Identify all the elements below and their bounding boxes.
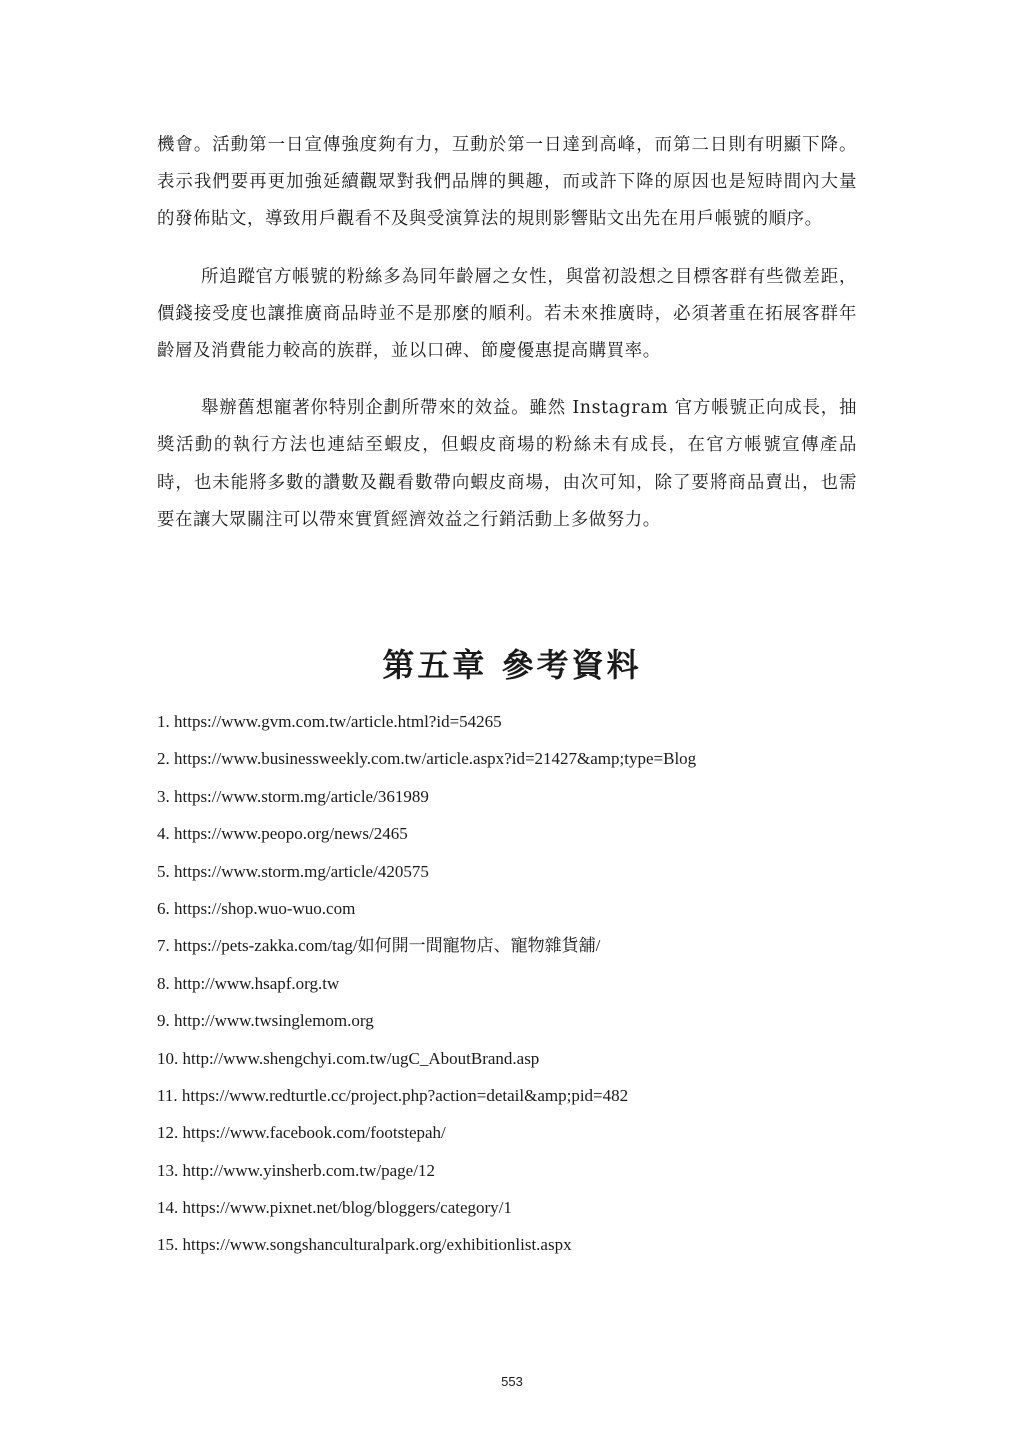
reference-list [157,703,877,1264]
paragraph-1: 機會。活動第一日宣傳強度夠有力，互動於第一日達到高峰，而第二日則有明顯下降。表示我們要再更加強延續觀眾對我們品牌的興趣，而或許下降的原因也是短時間內大量的發佈貼文，導致用戶觀看不及與受演算法的規則影響貼文出先在用戶帳號的順序。 [157,135,857,230]
paragraph-3: 舉辦舊想寵著你特別企劃所帶來的效益。雖然 Instagram 官方帳號正向成長，抽獎活動的執行方法也連結至蝦皮，但蝦皮商場的粉絲未有成長，在官方帳號宣傳產品時，也未能將多數的讚數及觀看數帶向蝦皮商場，由次可知，除了要將商品賣出，也需要在讓大眾關注可以帶來實質經濟效益之行銷活動上多做努力。 [157,398,857,530]
reference-item: 2. https://www.businessweekly.com.tw/article.aspx?id=21427&amp;type=Blog [157,749,697,769]
reference-item: 10. http://www.shengchyi.com.tw/ugC_AboutBrand.asp [157,1048,540,1068]
paragraph-2: 所追蹤官方帳號的粉絲多為同年齡層之女性，與當初設想之目標客群有些微差距，價錢接受度也讓推廣商品時並不是那麼的順利。若未來推廣時，必須著重在拓展客群年齡層及消費能力較高的族群，並以口碑、節慶優惠提高購買率。 [157,266,857,362]
reference-item: 1. https://www.gvm.com.tw/article.html?id=54265 [157,712,502,731]
reference-item: 6. https://shop.wuo-wuo.com [157,898,356,918]
reference-item: 9. http://www.twsinglemom.org [157,1011,374,1031]
reference-item: 3. https://www.storm.mg/article/361989 [157,786,429,806]
reference-item: 14. https://www.pixnet.net/blog/bloggers/category/1 [157,1198,512,1218]
reference-item: 5. https://www.storm.mg/article/420575 [157,861,429,881]
reference-item: 12. https://www.facebook.com/footstepah/ [157,1123,446,1143]
reference-item: 7. https://pets-zakka.com/tag/如何開一間寵物店、寵物雜貨舖/ [157,936,601,956]
page-number: 553 [501,1374,523,1389]
reference-item: 15. https://www.songshanculturalpark.org/exhibitionlist.aspx [157,1235,572,1255]
reference-item: 8. http://www.hsapf.org.tw [157,973,340,993]
body-text [157,127,857,559]
reference-item: 4. https://www.peopo.org/news/2465 [157,824,408,844]
reference-item: 13. http://www.yinsherb.com.tw/page/12 [157,1160,435,1180]
chapter-title: 第五章 參考資料 [382,646,642,684]
reference-item: 11. https://www.redturtle.cc/project.php?action=detail&amp;pid=482 [157,1085,629,1105]
